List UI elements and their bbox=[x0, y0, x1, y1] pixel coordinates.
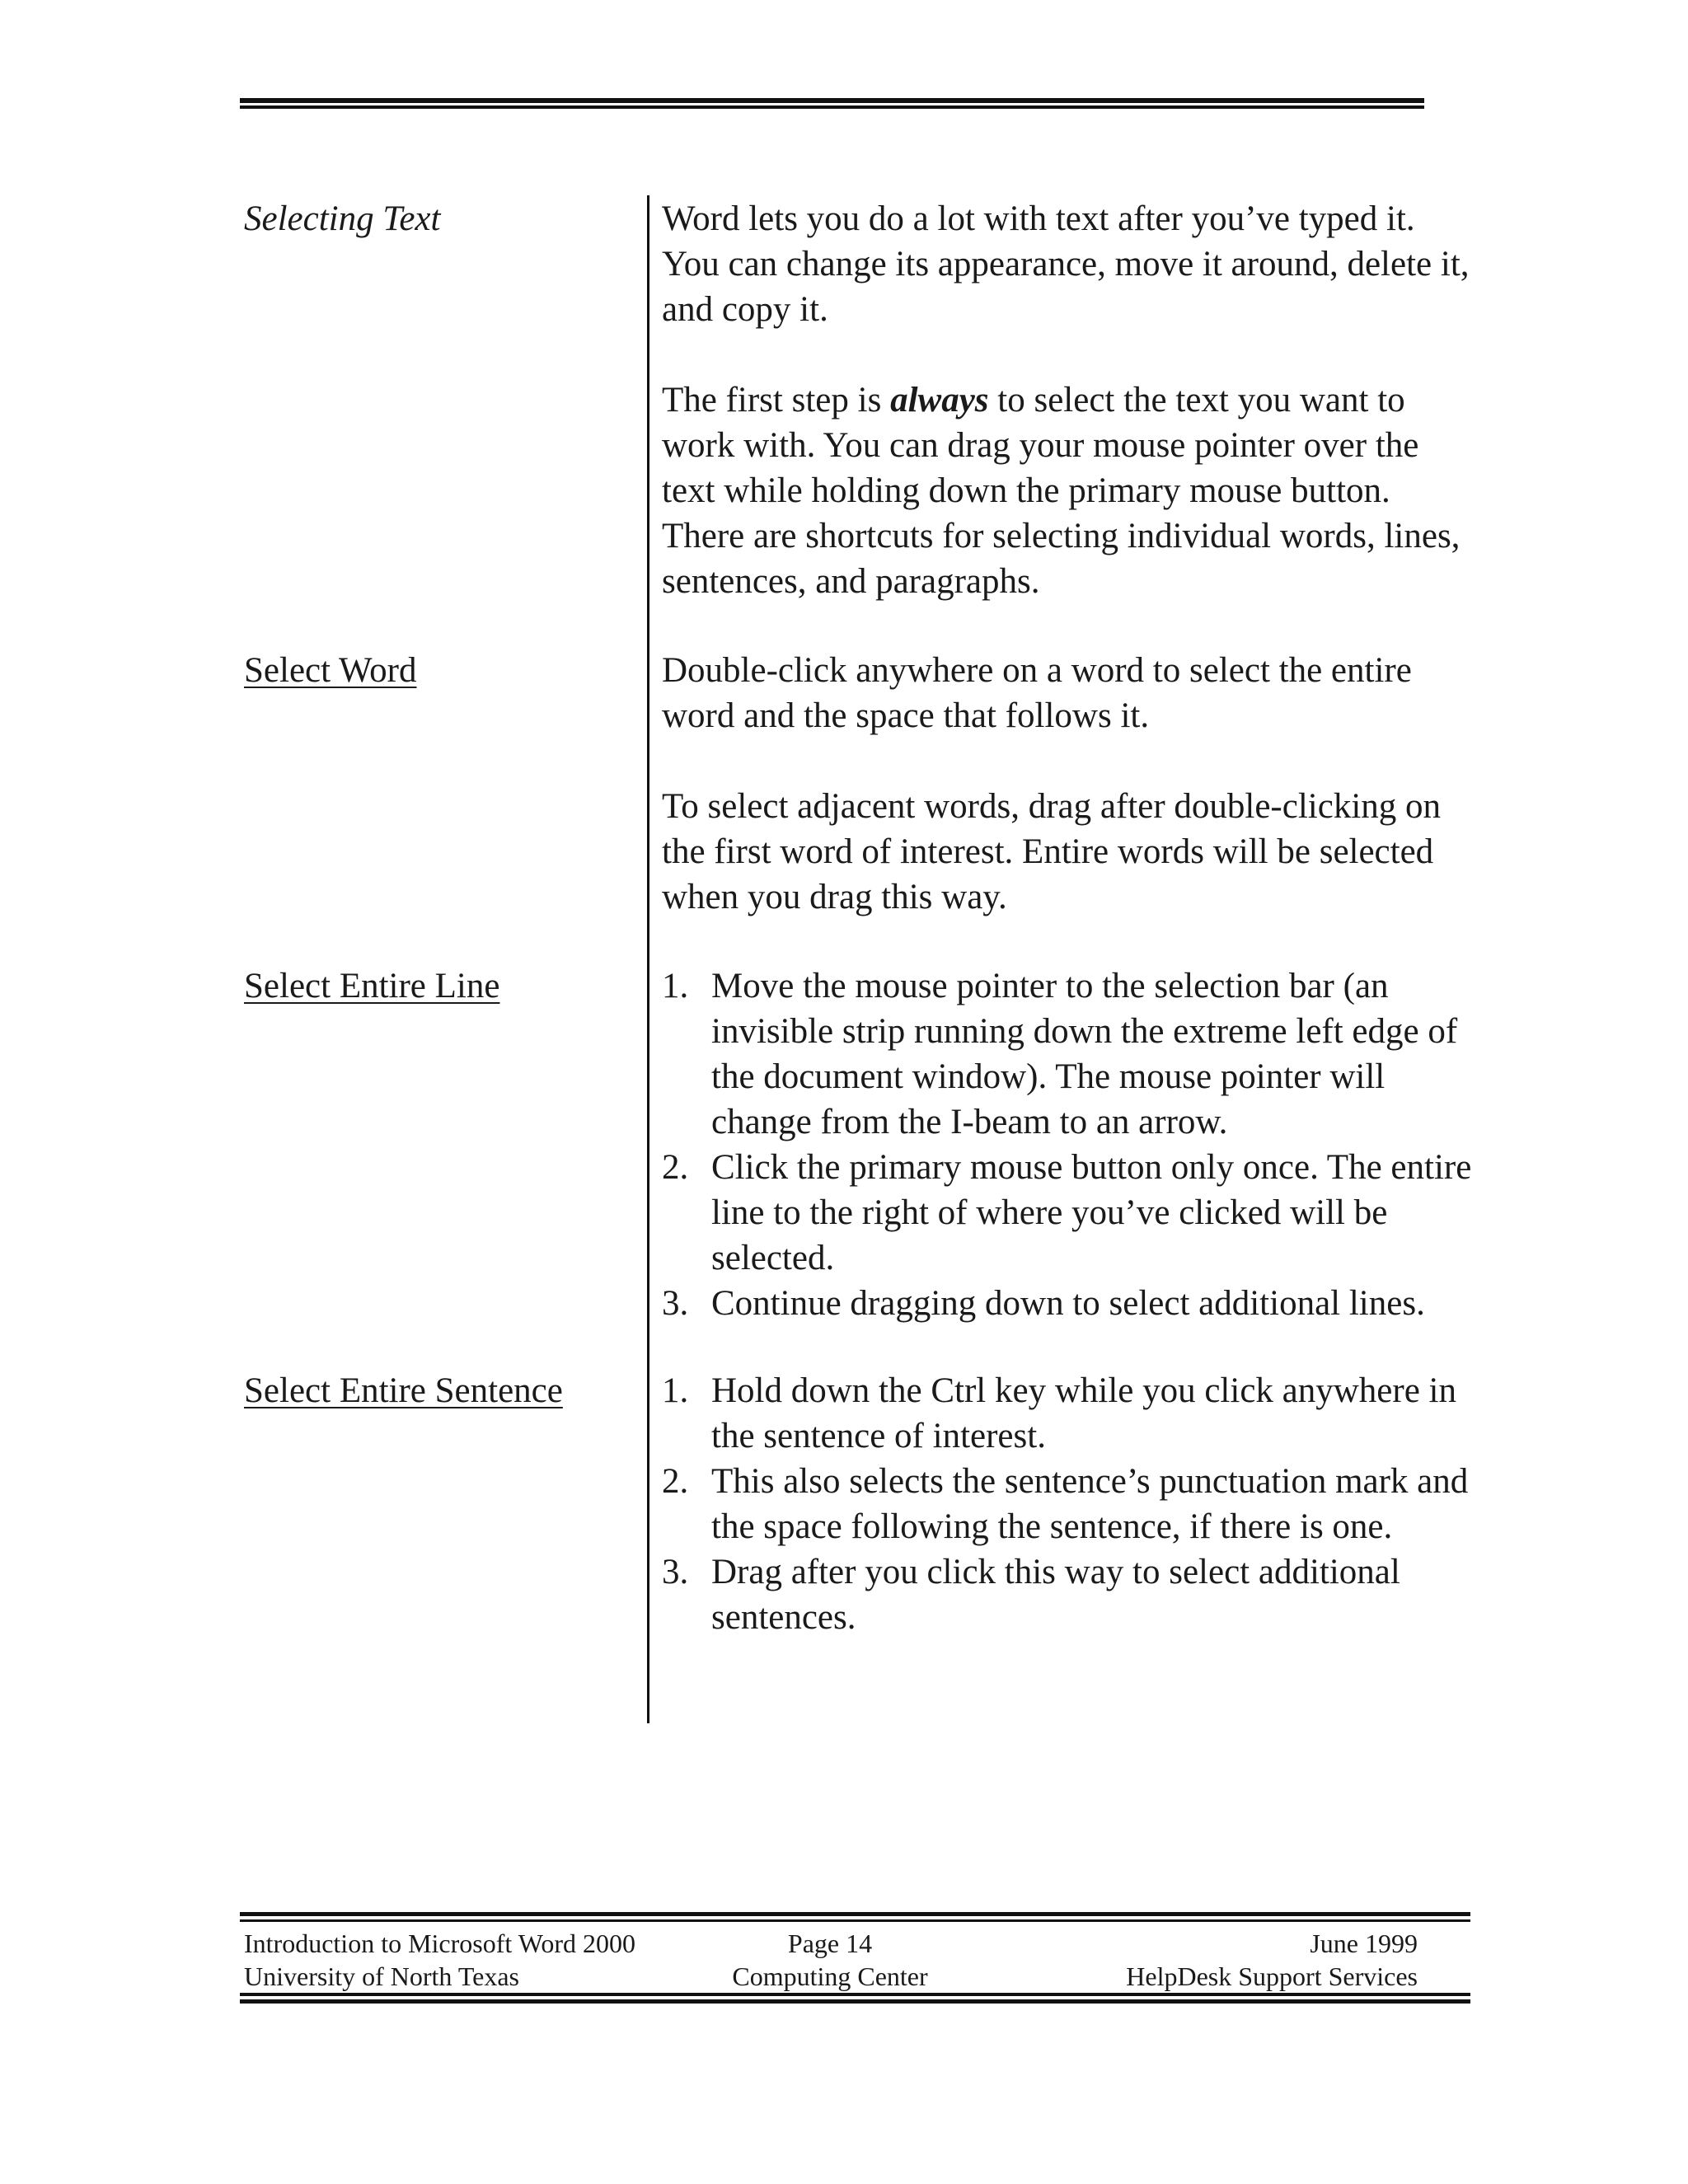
step-text: Hold down the Ctrl key while you click anywhere in the sentence of interest. bbox=[711, 1371, 1456, 1455]
first-step-before: The first step is bbox=[662, 381, 891, 419]
footer-department: Computing Center bbox=[732, 1961, 928, 1991]
select-word-double-click: Double-click anywhere on a word to select the entire word and the space that follows it. bbox=[662, 651, 1412, 735]
heading-select-entire-line: Select Entire Line bbox=[244, 967, 500, 1005]
list-item bbox=[662, 1368, 1478, 1459]
list-item bbox=[662, 963, 1478, 1145]
heading-select-entire-sentence: Select Entire Sentence bbox=[244, 1371, 563, 1410]
footer-rule-top-thick bbox=[240, 1912, 1470, 1916]
list-item bbox=[662, 1459, 1478, 1549]
footer-service: HelpDesk Support Services bbox=[1126, 1961, 1418, 1991]
column-divider bbox=[647, 195, 649, 1723]
step-text: This also selects the sentence’s punctuation mark and the space following the sentence, if there is one. bbox=[711, 1462, 1469, 1546]
step-number: 2. bbox=[662, 1148, 689, 1187]
header-rule-thick bbox=[240, 98, 1424, 103]
step-text: Continue dragging down to select additional lines. bbox=[711, 1284, 1425, 1323]
step-number: 3. bbox=[662, 1284, 689, 1323]
step-number: 1. bbox=[662, 967, 689, 1005]
footer-institution: University of North Texas bbox=[244, 1961, 519, 1991]
list-item bbox=[662, 1549, 1478, 1640]
selecting-text-intro: Word lets you do a lot with text after you’ve typed it. You can change its appearance, move it around, delete it, and copy it. bbox=[662, 199, 1470, 329]
step-text: Click the primary mouse button only once. The entire line to the right of where you’ve clicked will be selected. bbox=[711, 1148, 1472, 1277]
heading-selecting-text: Selecting Text bbox=[244, 199, 441, 238]
list-item bbox=[662, 1145, 1478, 1281]
footer-doc-title: Introduction to Microsoft Word 2000 bbox=[244, 1929, 635, 1958]
select-line-steps bbox=[662, 963, 1478, 1326]
heading-select-word: Select Word bbox=[244, 651, 417, 690]
step-number: 1. bbox=[662, 1371, 689, 1410]
footer-rule-top-thin bbox=[240, 1919, 1470, 1922]
footer-row-1 bbox=[244, 1927, 1418, 1960]
step-number: 3. bbox=[662, 1553, 689, 1591]
header-rule-thin bbox=[240, 105, 1424, 109]
step-text: Move the mouse pointer to the selection bar (an invisible strip running down the extreme left edge of the document window). The mouse pointer will change from the I-beam to an arrow. bbox=[711, 967, 1458, 1141]
footer-row-2 bbox=[244, 1960, 1418, 1993]
select-sentence-steps bbox=[662, 1368, 1478, 1640]
list-item bbox=[662, 1281, 1478, 1326]
step-text: Drag after you click this way to select additional sentences. bbox=[711, 1553, 1400, 1637]
footer-rule-bottom-thin bbox=[240, 1993, 1470, 1996]
selecting-text-first-step bbox=[662, 377, 1478, 604]
footer-page-number: Page 14 bbox=[787, 1929, 873, 1958]
always-emphasis: always bbox=[890, 381, 989, 419]
step-number: 2. bbox=[662, 1462, 689, 1501]
footer-rule-bottom-thick bbox=[240, 1999, 1470, 2004]
select-word-adjacent: To select adjacent words, drag after double-clicking on the first word of interest. Entire words will be selected when you drag this way. bbox=[662, 787, 1442, 916]
footer-date: June 1999 bbox=[1310, 1929, 1418, 1958]
first-step-after: to select the text you want to work with. You can drag your mouse pointer over the text while holding down the primary mouse button. There are shortcuts for selecting individual words, lines, sentences, and paragraphs. bbox=[662, 381, 1461, 601]
